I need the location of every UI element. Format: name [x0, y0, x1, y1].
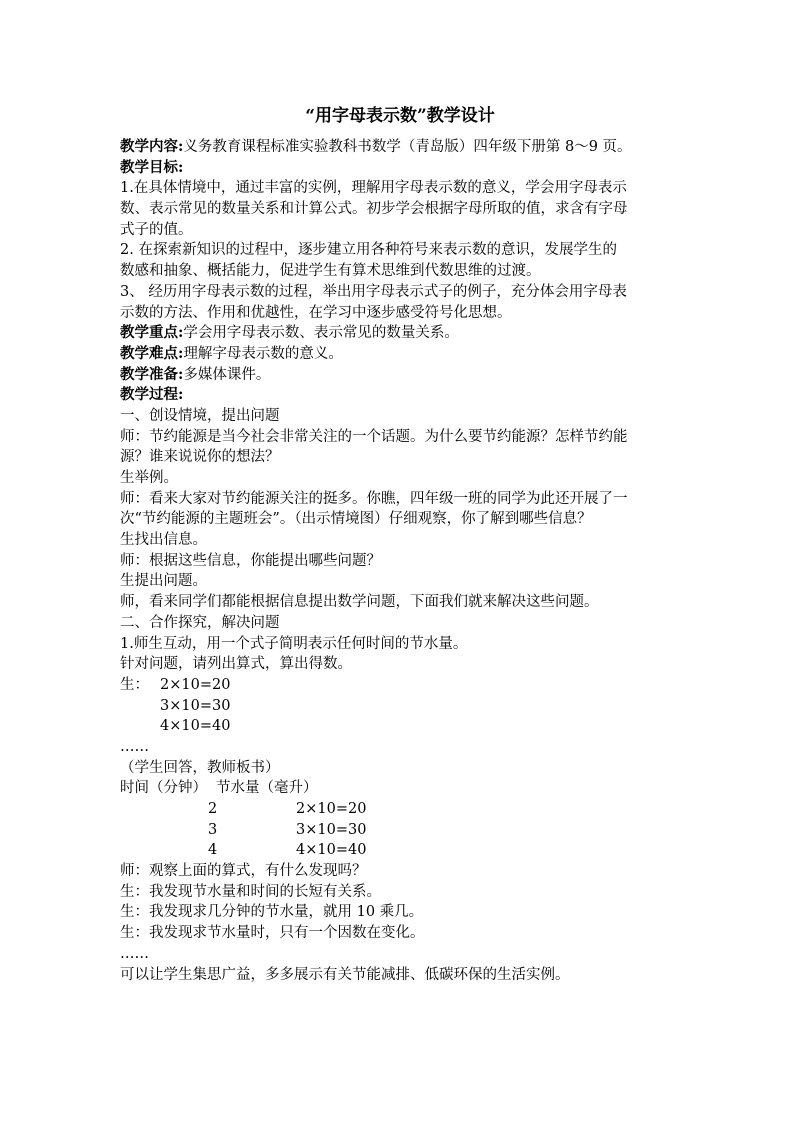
- board-note: （学生回答，教师板书）: [120, 759, 280, 776]
- process-line: 生提出问题。: [120, 573, 207, 590]
- table-header-water: 节水量（毫升）: [216, 780, 318, 797]
- calc-line: 3×10=30: [160, 697, 231, 714]
- process-line: 师，看来同学们都能根据信息提出数学问题，下面我们就来解决这些问题。: [120, 594, 599, 611]
- difficulty-line: [120, 344, 680, 365]
- process-line: 二、合作探究，解决问题: [120, 614, 280, 631]
- objective-line: 示数的方法、作用和优越性，在学习中逐步感受符号化思想。: [120, 304, 512, 321]
- document-title: “用字母表示数”教学设计: [305, 106, 495, 126]
- table-cell-water: 4×10=40: [296, 842, 367, 859]
- process-line: 师：根据这些信息，你能提出哪些问题？: [120, 552, 381, 569]
- table-row: [120, 840, 680, 861]
- objective-line: 1.在具体情境中，通过丰富的实例，理解用字母表示数的意义，学会用字母表示: [120, 180, 627, 197]
- objectives-label: 教学目标:: [120, 158, 184, 176]
- objective-line: 数感和抽象、概括能力，促进学生有算术思维到代数思维的过渡。: [120, 263, 541, 280]
- table-cell-water: 3×10=30: [296, 821, 367, 838]
- process-line: 师：看来大家对节约能源关注的挺多。你瞧，四年级一班的同学为此还开展了一: [120, 490, 628, 507]
- key-point-line: [120, 323, 680, 344]
- process-line: 生：我发现节水量和时间的长短有关系。: [120, 883, 381, 900]
- student-label: 生：: [120, 676, 149, 693]
- process-line: 生举例。: [120, 470, 178, 486]
- difficulty-label: 教学难点:: [120, 344, 184, 362]
- process-line: 师：观察上面的算式，有什么发现吗？: [120, 863, 367, 880]
- table-row: [120, 820, 680, 841]
- objective-line: 数、表示常见的数量关系和计算公式。初步学会根据字母所取的值，求含有字母: [120, 201, 628, 218]
- ellipsis: ……: [120, 738, 149, 755]
- calc-line: 4×10=40: [160, 718, 231, 735]
- document-page: [120, 104, 680, 985]
- process-line: 可以让学生集思广益，多多展示有关节能减排、低碳环保的生活实例。: [120, 966, 570, 983]
- objective-line: 式子的值。: [120, 221, 193, 238]
- process-line: 1.师生互动，用一个式子简明表示任何时间的节水量。: [120, 635, 468, 652]
- table-cell-time: 4: [208, 842, 218, 859]
- table-cell-water: 2×10=20: [296, 801, 367, 817]
- process-line: 生：我发现求几分钟的节水量，就用 10 乘几。: [120, 904, 424, 921]
- content-label: 教学内容:: [120, 138, 184, 155]
- table-header: [120, 778, 680, 799]
- preparation-text: 多媒体课件。: [183, 366, 271, 383]
- calc-line: [120, 675, 680, 696]
- process-line: 生找出信息。: [120, 532, 207, 549]
- table-header-time: 时间（分钟）: [120, 780, 207, 797]
- table-row: [120, 799, 680, 820]
- process-line: 一、创设情境，提出问题: [120, 407, 280, 424]
- calc-expression: 2×10=20: [160, 676, 231, 693]
- ellipsis: ……: [120, 945, 149, 962]
- process-label: 教学过程:: [120, 386, 184, 404]
- preparation-label: 教学准备:: [120, 365, 184, 383]
- key-point-text: 学会用字母表示数、表示常见的数量关系。: [183, 325, 459, 342]
- content-line: [120, 137, 680, 158]
- table-cell-time: 2: [208, 801, 218, 817]
- key-point-label: 教学重点:: [120, 324, 184, 342]
- objective-line: 3、 经历用字母表示数的过程，举出用字母表示式子的例子，充分体会用字母表: [120, 283, 627, 300]
- content-text: 义务教育课程标准实验教科书数学（青岛版）四年级下册第 8～9 页。: [183, 139, 632, 155]
- objective-line: 2. 在探索新知识的过程中，逐步建立用各种符号来表示数的意识，发展学生的: [120, 242, 617, 259]
- preparation-line: [120, 365, 680, 386]
- process-line: 生：我发现求节水量时，只有一个因数在变化。: [120, 925, 425, 942]
- process-line: 次“节约能源的主题班会”。（出示情境图）仔细观察，你了解到哪些信息？: [120, 511, 592, 528]
- difficulty-text: 理解字母表示数的意义。: [183, 345, 343, 362]
- process-line: 师：节约能源是当今社会非常关注的一个话题。为什么要节约能源？怎样节约能: [120, 428, 628, 445]
- process-line: 源？谁来说说你的想法？: [120, 449, 280, 466]
- process-line: 针对问题，请列出算式，算出得数。: [120, 656, 352, 673]
- table-cell-time: 3: [208, 821, 218, 838]
